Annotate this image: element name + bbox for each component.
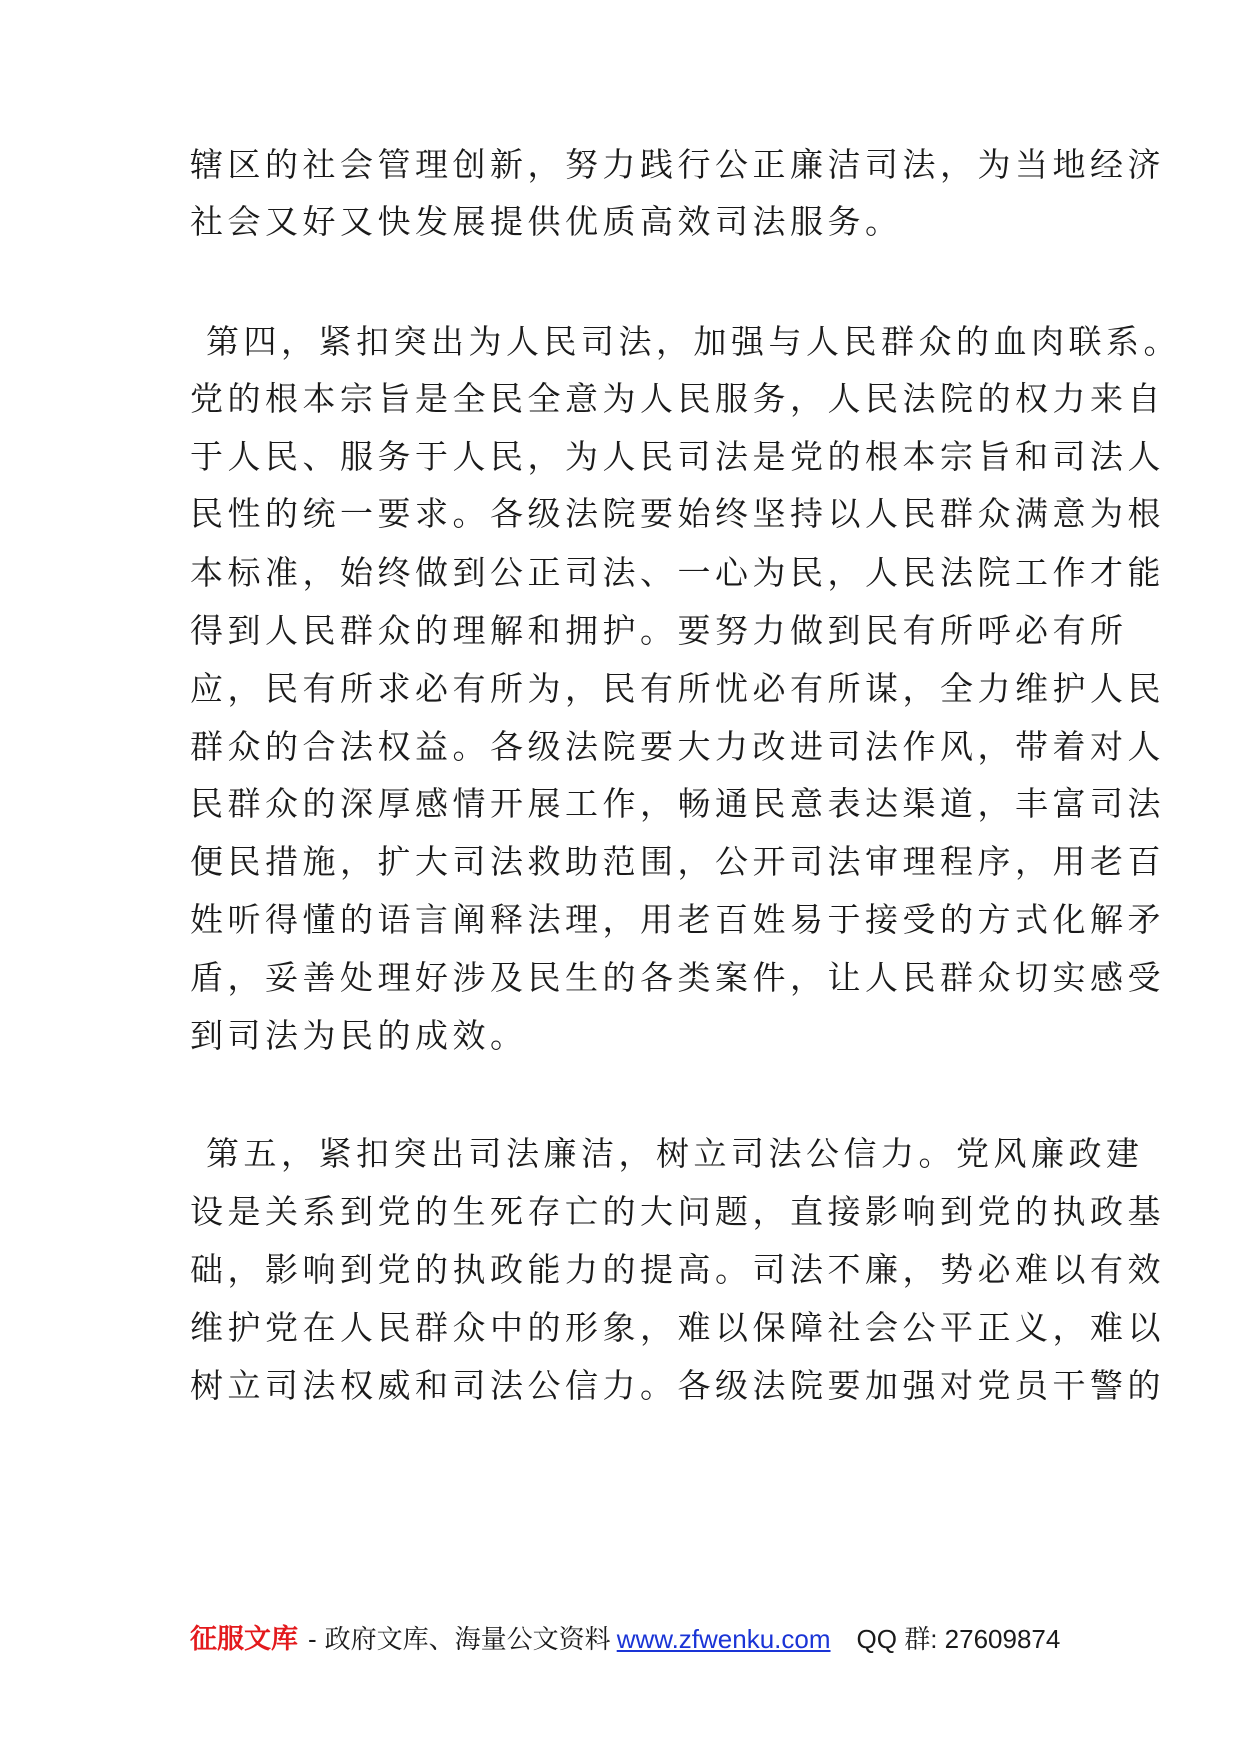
footer-website-link[interactable]: www.zfwenku.com bbox=[616, 1624, 831, 1654]
paragraph-2-line-1: 第四，紧扣突出为人民司法，加强与人民群众的血肉联系。 bbox=[206, 322, 1181, 361]
paragraph-2-line-11: 姓听得懂的语言阐释法理，用老百姓易于接受的方式化解矛 bbox=[190, 900, 1165, 939]
paragraph-2-line-9: 民群众的深厚感情开展工作，畅通民意表达渠道，丰富司法 bbox=[190, 784, 1165, 823]
paragraph-2-line-5: 本标准，始终做到公正司法、一心为民，人民法院工作才能 bbox=[190, 553, 1165, 592]
footer-brand: 征服文库 bbox=[190, 1624, 298, 1654]
paragraph-2-line-7: 应，民有所求必有所为，民有所忧必有所谋，全力维护人民 bbox=[190, 669, 1165, 708]
paragraph-3-line-4: 维护党在人民群众中的形象，难以保障社会公平正义，难以 bbox=[190, 1308, 1165, 1347]
paragraph-2-line-6: 得到人民群众的理解和拥护。要努力做到民有所呼必有所 bbox=[190, 611, 1128, 650]
paragraph-2-line-3: 于人民、服务于人民，为人民司法是党的根本宗旨和司法人 bbox=[190, 437, 1165, 476]
footer-separator: - bbox=[308, 1624, 317, 1654]
paragraph-2-line-13: 到司法为民的成效。 bbox=[190, 1016, 528, 1055]
paragraph-3-line-5: 树立司法权威和司法公信力。各级法院要加强对党员干警的 bbox=[190, 1366, 1165, 1405]
paragraph-2-line-2: 党的根本宗旨是全民全意为人民服务，人民法院的权力来自 bbox=[190, 379, 1165, 418]
footer-qq-group: QQ 群: 27609874 bbox=[856, 1624, 1061, 1654]
paragraph-2-line-10: 便民措施，扩大司法救助范围，公开司法审理程序，用老百 bbox=[190, 842, 1165, 881]
paragraph-2-line-8: 群众的合法权益。各级法院要大力改进司法作风，带着对人 bbox=[190, 727, 1165, 766]
paragraph-2-line-4: 民性的统一要求。各级法院要始终坚持以人民群众满意为根 bbox=[190, 494, 1165, 533]
paragraph-3-line-1: 第五，紧扣突出司法廉洁，树立司法公信力。党风廉政建 bbox=[206, 1134, 1144, 1173]
page-footer bbox=[190, 1619, 1060, 1659]
paragraph-1-line-2: 社会又好又快发展提供优质高效司法服务。 bbox=[190, 202, 903, 241]
paragraph-3-line-3: 础，影响到党的执政能力的提高。司法不廉，势必难以有效 bbox=[190, 1250, 1165, 1289]
paragraph-3-line-2: 设是关系到党的生死存亡的大问题，直接影响到党的执政基 bbox=[190, 1192, 1165, 1231]
paragraph-2-line-12: 盾，妥善处理好涉及民生的各类案件，让人民群众切实感受 bbox=[190, 958, 1165, 997]
paragraph-1-line-1: 辖区的社会管理创新，努力践行公正廉洁司法，为当地经济 bbox=[190, 145, 1165, 184]
footer-tagline: 政府文库、海量公文资料 bbox=[324, 1624, 611, 1654]
